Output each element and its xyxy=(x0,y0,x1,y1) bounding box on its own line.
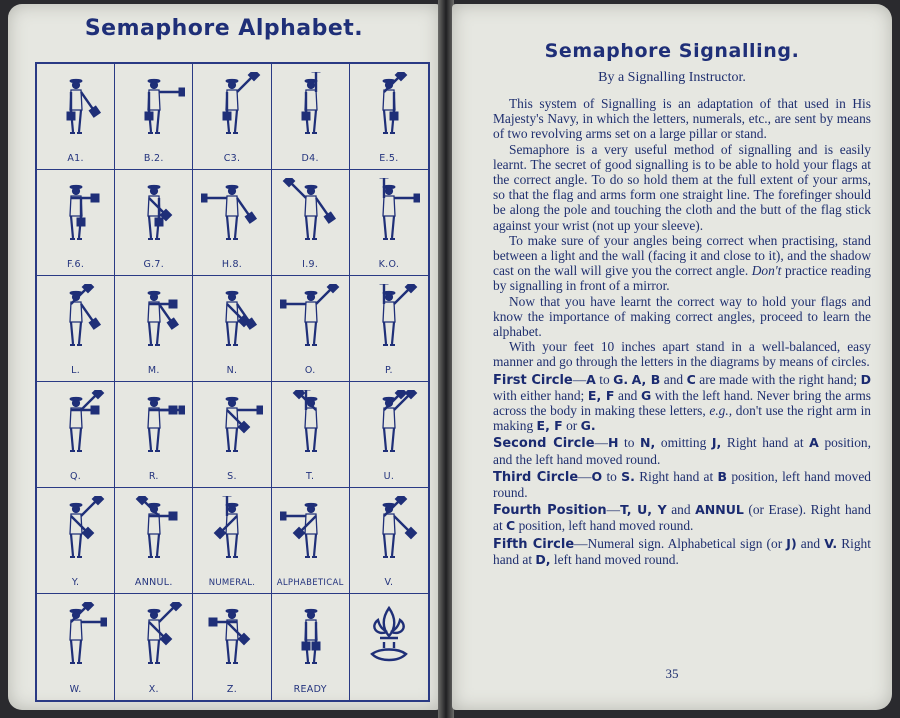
text: don't use the right arm in making xyxy=(493,403,871,434)
semaphore-cell xyxy=(272,488,350,594)
semaphore-caption: C3. xyxy=(223,153,241,164)
text: To make sure of your angles being correct when practising, stand between a light and the wall (facing it and close to it), and the shadow cast on the wall will give you the correct angle. xyxy=(493,232,871,279)
second-circle-section xyxy=(493,435,871,466)
key-letter: J) xyxy=(786,535,797,551)
fleur-de-lis-badge-icon xyxy=(358,602,420,670)
semaphore-caption: U. xyxy=(383,471,395,482)
text: (or Erase). Right hand at xyxy=(493,502,871,534)
semaphore-caption: L. xyxy=(71,365,81,376)
semaphore-caption: READY xyxy=(293,684,327,695)
semaphore-cell xyxy=(350,276,428,382)
key-letter: D, xyxy=(535,551,551,567)
signalling-title: Semaphore Signalling. xyxy=(544,40,800,62)
text: left hand moved round. xyxy=(553,551,679,567)
key-letter: ANNUL xyxy=(695,502,744,518)
scout-figure-icon xyxy=(358,390,420,458)
semaphore-cell xyxy=(37,488,115,594)
semaphore-cell xyxy=(37,64,115,170)
text: practice reading by signalling in front of a mirror. xyxy=(493,263,871,294)
section-heading: Fifth Circle xyxy=(493,536,575,552)
text: to xyxy=(624,435,635,451)
semaphore-caption: NUMERAL. xyxy=(208,578,256,588)
semaphore-cell xyxy=(272,382,350,488)
scout-figure-icon xyxy=(201,390,263,458)
key-letter: S. xyxy=(621,468,635,484)
semaphore-caption: P. xyxy=(384,365,393,376)
dash: — xyxy=(594,435,608,451)
semaphore-cell xyxy=(37,594,115,700)
section-heading: Second Circle xyxy=(493,436,595,452)
semaphore-caption: M. xyxy=(147,365,160,376)
emphasis: e.g., xyxy=(709,403,733,419)
semaphore-caption: G.7. xyxy=(143,259,165,270)
semaphore-caption: Z. xyxy=(226,684,238,695)
dash: — xyxy=(572,371,587,387)
text: and xyxy=(618,387,638,403)
scout-figure-icon xyxy=(280,72,342,140)
dash: — xyxy=(606,502,621,518)
scout-figure-icon xyxy=(201,602,263,670)
semaphore-caption: ALPHABETICAL xyxy=(276,578,344,588)
semaphore-caption: E.5. xyxy=(379,153,399,164)
text: Numeral sign. Alphabetical sign (or xyxy=(587,535,783,551)
scout-figure-icon xyxy=(280,284,342,352)
semaphore-caption: R. xyxy=(148,471,159,482)
scout-figure-icon xyxy=(280,496,342,564)
semaphore-cell xyxy=(37,276,115,382)
text: with either hand; xyxy=(493,387,585,403)
dash: — xyxy=(574,535,588,551)
semaphore-cell xyxy=(193,64,271,170)
dash: — xyxy=(578,468,592,484)
section-heading: First Circle xyxy=(493,372,573,388)
scout-figure-icon xyxy=(123,72,185,140)
key-letter: B xyxy=(717,468,728,484)
key-letter: O xyxy=(591,468,603,484)
key-letter: D xyxy=(860,371,871,387)
scout-figure-icon xyxy=(45,390,107,458)
text: with the left hand. Never bring the arms across the body in making these letters, xyxy=(493,387,871,419)
scout-figure-icon xyxy=(201,72,263,140)
scout-figure-icon xyxy=(201,178,263,246)
scout-figure-icon xyxy=(201,284,263,352)
key-letter: T, U, Y xyxy=(620,502,667,518)
scout-figure-icon xyxy=(123,390,185,458)
semaphore-caption: D4. xyxy=(301,153,319,164)
semaphore-cell xyxy=(115,594,193,700)
semaphore-cell xyxy=(272,170,350,276)
semaphore-caption: K.O. xyxy=(378,259,400,270)
semaphore-cell xyxy=(193,170,271,276)
third-circle-section xyxy=(493,469,871,500)
semaphore-cell xyxy=(193,382,271,488)
key-letter: J, xyxy=(711,435,722,451)
semaphore-cell xyxy=(115,64,193,170)
semaphore-caption: H.8. xyxy=(221,259,243,270)
semaphore-caption: T. xyxy=(306,471,315,482)
key-letter: A xyxy=(586,371,596,387)
section-heading: Fourth Position xyxy=(493,503,607,519)
semaphore-cell xyxy=(193,276,271,382)
text: Right hand at xyxy=(639,468,714,484)
text: and xyxy=(663,371,684,387)
byline: By a Signalling Instructor. xyxy=(598,70,746,85)
text: Right hand at xyxy=(726,435,804,451)
semaphore-caption: B.2. xyxy=(143,153,164,164)
semaphore-caption: N. xyxy=(226,365,238,376)
scout-figure-icon xyxy=(45,72,107,140)
semaphore-cell xyxy=(272,64,350,170)
semaphore-cell xyxy=(115,382,193,488)
semaphore-alphabet-title: Semaphore Alphabet. xyxy=(84,16,364,41)
key-letter: G. xyxy=(580,418,596,434)
key-letter: A, B xyxy=(631,371,661,387)
text: are made with the right hand; xyxy=(699,371,858,387)
text: Right hand at xyxy=(493,535,871,567)
scout-figure-icon xyxy=(280,178,342,246)
text: to xyxy=(599,371,610,387)
scout-figure-icon xyxy=(201,496,263,564)
fourth-position-section xyxy=(493,502,871,533)
left-page xyxy=(8,4,440,710)
semaphore-caption: I.9. xyxy=(302,259,319,270)
semaphore-caption: Y. xyxy=(71,577,80,588)
fifth-circle-section xyxy=(493,536,871,567)
scout-figure-icon xyxy=(45,496,107,564)
scout-figure-icon xyxy=(45,284,107,352)
semaphore-cell xyxy=(115,276,193,382)
scout-figure-icon xyxy=(123,602,185,670)
paragraph-flags: Semaphore is a very useful method of signalling and is easily learnt. The secret of good signalling is to be able to hold your flags at the correct angle. To do so hold them at the full extent of your arms, so that the flag and arms form one straight line. The forefinger should be along the pole and touching the cloth and the butt of the flag stick against your wrist (not up your sleeve). xyxy=(493,141,871,233)
key-letter: H xyxy=(607,435,619,451)
key-letter: E, F xyxy=(587,387,615,403)
key-letter: C xyxy=(686,371,696,387)
semaphore-caption: Q. xyxy=(70,471,82,482)
semaphore-caption: S. xyxy=(227,471,237,482)
semaphore-caption: X. xyxy=(148,684,159,695)
key-letter: G xyxy=(640,387,652,403)
scout-figure-icon xyxy=(358,496,420,564)
semaphore-caption: F.6. xyxy=(66,259,85,270)
semaphore-cell xyxy=(115,170,193,276)
text: or xyxy=(566,418,578,434)
scout-figure-icon xyxy=(280,602,342,670)
semaphore-caption: V. xyxy=(384,577,394,588)
section-heading: Third Circle xyxy=(493,469,579,485)
scout-figure-icon xyxy=(280,390,342,458)
scout-figure-icon xyxy=(358,178,420,246)
key-letter: C xyxy=(506,518,516,534)
page-number: 35 xyxy=(665,666,679,681)
paragraph-intro: This system of Signalling is an adaptation of that used in His Majesty's Navy, in which the letters, numerals, etc., are sent by means of two revolving arms set on a large pillar or stand. xyxy=(493,96,871,142)
semaphore-cell xyxy=(272,594,350,700)
semaphore-caption: A1. xyxy=(67,153,84,164)
paragraph-alphabet: Now that you have learnt the correct way to hold your flags and know the importance of making correct angles, proceed to learn the alphabet. xyxy=(493,293,871,340)
text: and xyxy=(800,535,821,551)
scout-figure-icon xyxy=(45,178,107,246)
scout-figure-icon xyxy=(358,72,420,140)
key-letter: E, F xyxy=(536,418,563,434)
text: position, and the left hand moved round. xyxy=(493,435,871,467)
key-letter: V. xyxy=(824,535,838,551)
semaphore-caption: W. xyxy=(69,684,82,695)
semaphore-cell xyxy=(272,276,350,382)
semaphore-cell xyxy=(350,170,428,276)
semaphore-diagram-grid xyxy=(35,62,430,702)
semaphore-cell xyxy=(37,382,115,488)
semaphore-cell xyxy=(350,382,428,488)
text: and xyxy=(671,502,691,518)
semaphore-cell xyxy=(350,64,428,170)
semaphore-caption: ANNUL. xyxy=(134,577,173,588)
first-circle-section xyxy=(493,372,871,434)
text: position, left hand moved round. xyxy=(518,518,694,534)
paragraph-shadow xyxy=(493,233,871,294)
text: to xyxy=(606,468,617,484)
emphasis: Don't xyxy=(751,263,782,279)
key-letter: A xyxy=(809,435,819,451)
article-body xyxy=(493,96,871,567)
semaphore-cell xyxy=(115,488,193,594)
semaphore-cell xyxy=(193,594,271,700)
scout-figure-icon xyxy=(358,284,420,352)
semaphore-caption: O. xyxy=(304,365,316,376)
semaphore-cell xyxy=(193,488,271,594)
right-page xyxy=(452,4,892,710)
key-letter: G. xyxy=(613,371,629,387)
scout-figure-icon xyxy=(123,178,185,246)
text: position, left hand moved round. xyxy=(493,468,871,501)
text: omitting xyxy=(660,435,707,451)
paragraph-stance: With your feet 10 inches apart stand in a well-balanced, easy manner and go through the letters in the diagrams by means of circles. xyxy=(493,339,871,370)
semaphore-cell xyxy=(37,170,115,276)
semaphore-cell xyxy=(350,488,428,594)
semaphore-cell xyxy=(350,594,428,700)
key-letter: N, xyxy=(640,435,656,451)
scout-figure-icon xyxy=(123,284,185,352)
scout-figure-icon xyxy=(45,602,107,670)
scout-figure-icon xyxy=(123,496,185,564)
